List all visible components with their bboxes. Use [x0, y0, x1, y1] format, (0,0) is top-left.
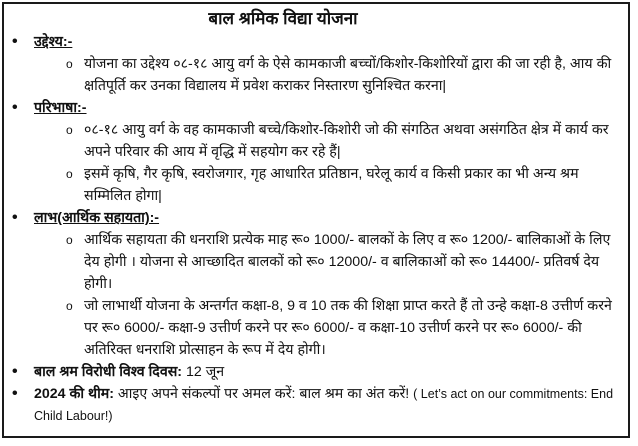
list-item: o इसमें कृषि, गैर कृषि, स्वरोजगार, गृह आधारित प्रतिष्ठान, घरेलू कार्य व किसी प्रकार का भी अन्य श्रम सम्मिलित होगा| [34, 163, 628, 207]
section-objective [4, 31, 628, 97]
theme-item [4, 383, 628, 427]
list-item: o योजना का उद्देश्य ०८-१८ आयु वर्ग के ऐसे कामकाजी बच्चों/किशोर-किशोरियों द्वारा की जा रही है, आय की क्षतिपूर्ति कर उनका विद्यालय में प्रवेश कराकर निस्तारण सुनिश्चित करना| [34, 53, 628, 97]
sub-list [34, 119, 628, 207]
world-day-item [4, 361, 628, 383]
section-heading: उद्देश्य:- [34, 34, 73, 50]
scheme-card [2, 2, 630, 438]
list-item: o ०८-१८ आयु वर्ग के वह कामकाजी बच्चे/किशोर-किशोरी जो की संगठित अथवा असंगठित क्षेत्र में कार्य कर अपने परिवार की आय में वृद्धि में सहयोग कर रहे हैं| [34, 119, 628, 163]
page-title: बाल श्रमिक विद्या योजना [208, 9, 358, 28]
list-item: o आर्थिक सहायता की धनराशि प्रत्येक माह रू० 1000/- बालकों के लिए व रू० 1200/- बालिकाओं के लिए देय होगी । योजना से आच्छादित बालकों को रू० 12000/- व बालिकाओं को रू० 14400/- प्रतिवर्ष देय होगी। [34, 229, 628, 295]
main-list [4, 31, 628, 427]
theme-english: ( Let’s act on our commitments: End Child Labour!) [34, 387, 614, 423]
section-definition [4, 97, 628, 207]
list-item: o जो लाभार्थी योजना के अन्तर्गत कक्षा-8, 9 व 10 तक की शिक्षा प्राप्त करते हैं तो उन्हे कक्षा-8 उत्तीर्ण करने पर रू० 6000/- कक्षा-9 उत्तीर्ण करने पर रू० 6000/- व कक्षा-10 उत्तीर्ण करने पर रू० 6000/- की अतिरिक्त धनराशि प्रोत्साहन के रूप में देय होगी। [34, 295, 628, 361]
sub-list [34, 53, 628, 97]
section-benefit [4, 207, 628, 361]
world-day-value: 12 जून [182, 364, 225, 380]
section-heading: लाभ(आर्थिक सहायता):- [34, 210, 160, 226]
world-day-label: बाल श्रम विरोधी विश्व दिवस: [34, 364, 183, 380]
theme-value: आइए अपने संकल्पों पर अमल करें: बाल श्रम का अंत करें! [113, 386, 414, 402]
sub-list [34, 229, 628, 361]
section-heading: परिभाषा:- [34, 100, 87, 116]
theme-label: 2024 की थीम: [34, 386, 114, 402]
